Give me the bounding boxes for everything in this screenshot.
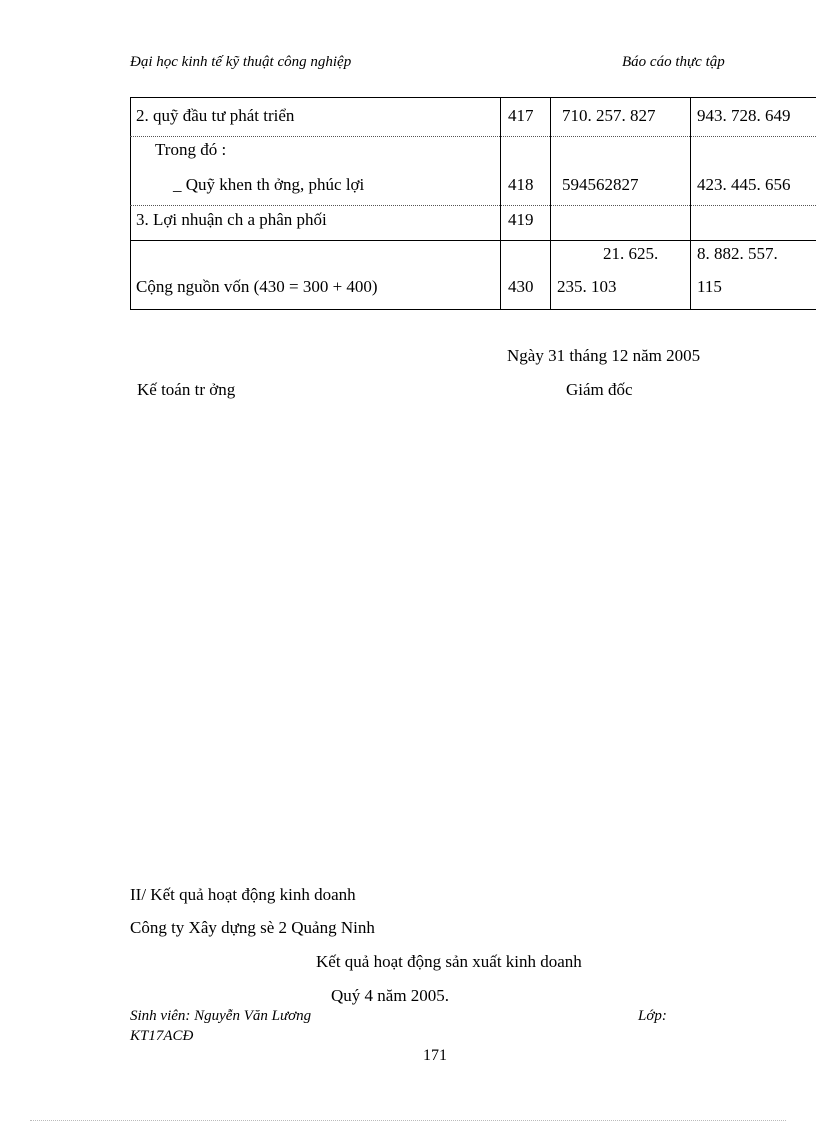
- table-row-col1: 594562827: [562, 175, 639, 194]
- table-row-code: 419: [508, 210, 534, 229]
- table-divider-code: [500, 98, 501, 309]
- signature-date: Ngày 31 tháng 12 năm 2005: [507, 346, 701, 365]
- header-right: Báo cáo thực tập: [622, 54, 725, 70]
- table-row-code: 417: [508, 106, 534, 125]
- footer-student: Sinh viên: Nguyễn Văn Lương: [130, 1008, 312, 1024]
- header-left: Đại học kinh tế kỹ thuật công nghiệp: [130, 54, 352, 70]
- table-row-label: Cộng nguồn vốn (430 = 300 + 400): [136, 277, 378, 296]
- footer-class-code: KT17ACĐ: [130, 1028, 194, 1044]
- page-number: 171: [423, 1047, 447, 1064]
- table-row-col2: 423. 445. 656: [697, 175, 791, 194]
- row-separator: [130, 240, 816, 241]
- report-title: Kết quả hoạt động sản xuất kinh doanh: [316, 952, 582, 971]
- row-separator: [130, 136, 816, 137]
- row-separator: [130, 205, 816, 206]
- table-row-col1-line1: 21. 625.: [603, 244, 659, 263]
- table-row-col1: 710. 257. 827: [562, 106, 656, 125]
- company-name: Công ty Xây dựng sè 2 Quảng Ninh: [130, 918, 375, 937]
- table-divider-col1: [550, 98, 551, 309]
- table-row-label: Trong đó :: [155, 140, 227, 159]
- table-row-label: 3. Lợi nhuận ch a phân phối: [136, 210, 327, 229]
- section-heading: II/ Kết quả hoạt động kinh doanh: [130, 885, 356, 904]
- table-row-col1-line2: 235. 103: [557, 277, 617, 296]
- footer-class-label: Lớp:: [638, 1008, 667, 1024]
- signature-accountant: Kế toán tr ởng: [137, 380, 236, 399]
- signature-director: Giám đốc: [566, 380, 633, 399]
- report-period: Quý 4 năm 2005.: [331, 986, 450, 1005]
- table-row-label: _ Quỹ khen th ởng, phúc lợi: [173, 175, 365, 194]
- table-row-col2: 943. 728. 649: [697, 106, 791, 125]
- table-row-code: 418: [508, 175, 534, 194]
- table-row-code: 430: [508, 277, 534, 296]
- table-row-col2-line2: 115: [697, 277, 722, 296]
- table-row-label: 2. quỹ đầu tư phát triển: [136, 106, 295, 125]
- table-row-col2-line1: 8. 882. 557.: [697, 244, 778, 263]
- balance-table: [130, 97, 816, 310]
- page-bottom-rule: [30, 1120, 786, 1121]
- table-divider-col2: [690, 98, 691, 309]
- table-border-left: [130, 98, 131, 309]
